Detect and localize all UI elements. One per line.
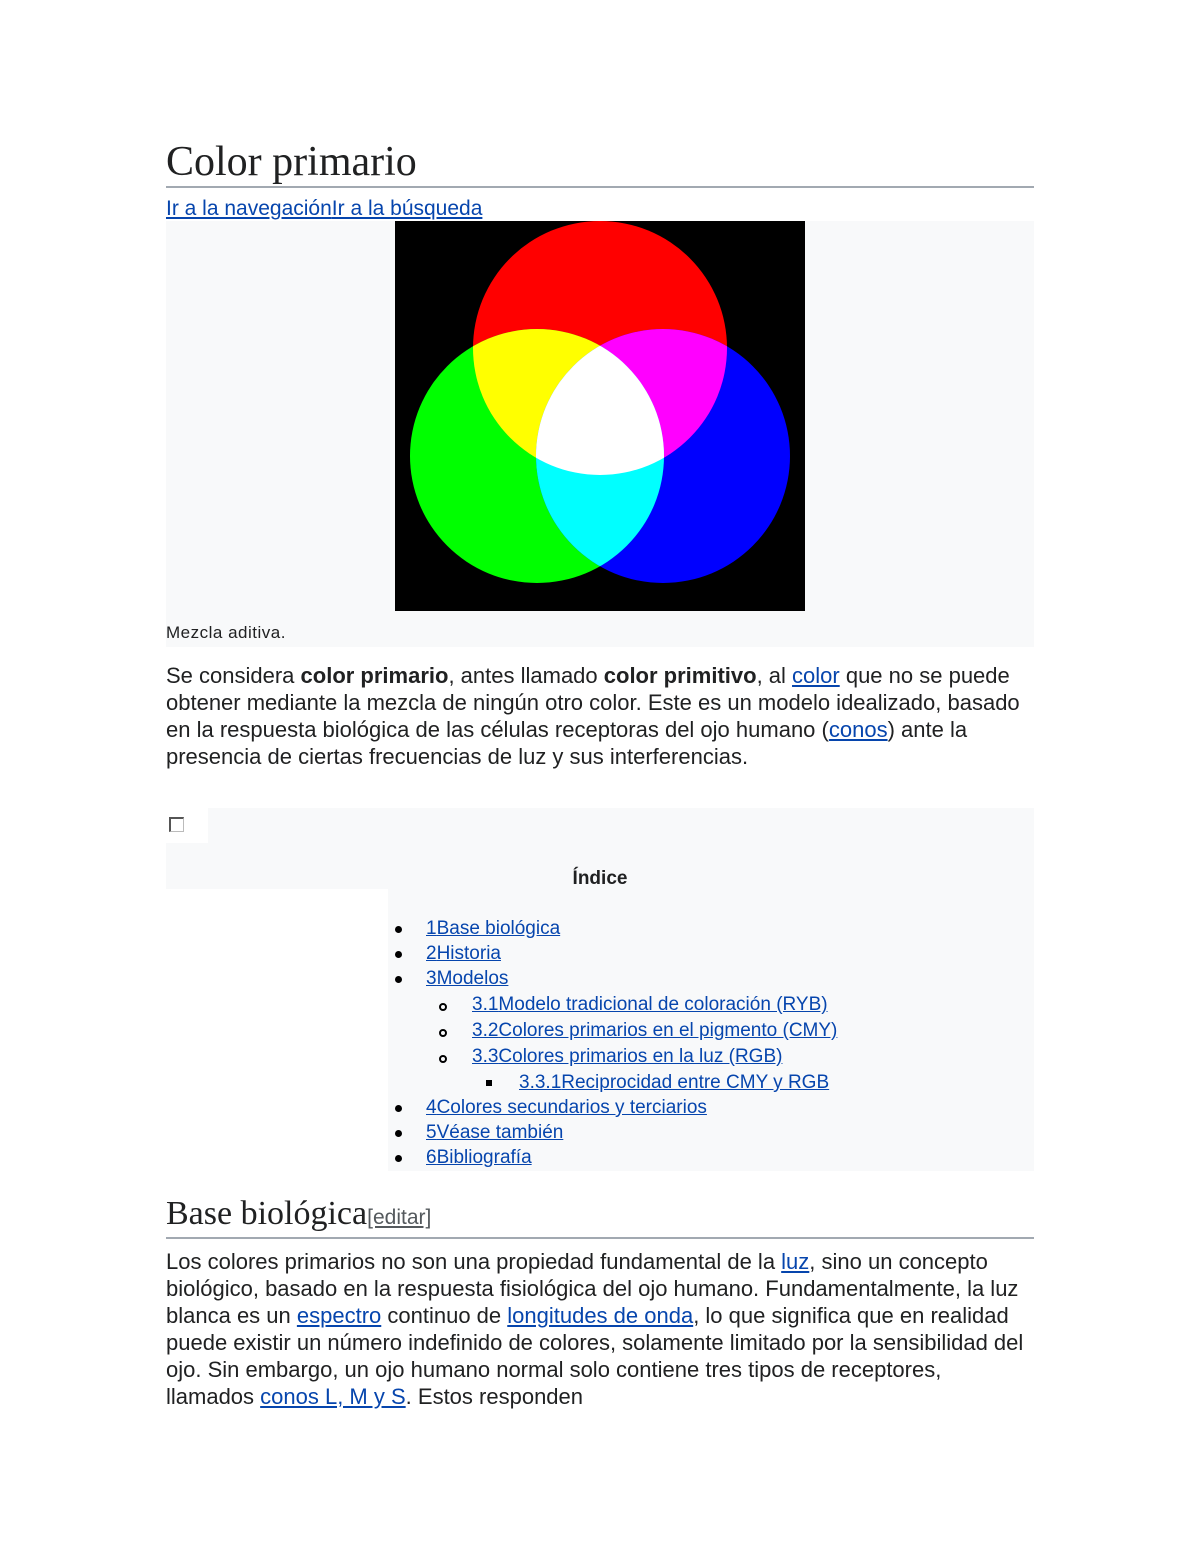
toc-toggle-checkbox[interactable]	[169, 817, 184, 832]
figure-thumbnail	[166, 221, 1034, 647]
section-paragraph	[166, 1248, 1034, 1410]
toc-item-4[interactable]: 4Colores secundarios y terciarios	[426, 1097, 707, 1118]
toc-bullet	[439, 1003, 447, 1011]
intro-text: Se considera	[166, 663, 301, 688]
intro-text: , al	[756, 663, 793, 688]
toc-item-3-2[interactable]: 3.2Colores primarios en el pigmento (CMY)	[472, 1020, 838, 1041]
intro-text: ) ante la presencia de ciertas frecuencias de luz y sus interferencias.	[166, 717, 968, 769]
link-espectro[interactable]: espectro	[296, 1303, 382, 1328]
toc-bullet	[395, 951, 402, 958]
section-heading-text: Base biológica	[166, 1195, 368, 1232]
toc-blank-area	[166, 889, 388, 1171]
jump-to-search-link[interactable]: Ir a la búsqueda	[331, 197, 483, 220]
intro-bold-term: color primitivo	[603, 663, 757, 688]
toc-bullet	[395, 926, 402, 933]
toc-bullet	[395, 1105, 402, 1112]
toc-item-3-3[interactable]: 3.3Colores primarios en la luz (RGB)	[472, 1046, 783, 1067]
section-text: . Estos responden	[405, 1384, 584, 1409]
section-text: , sino un concepto biológico, basado en la respuesta fisiológica del ojo humano. Fundamentalmente, la luz blanca es un	[166, 1249, 1019, 1328]
toc-bullet	[439, 1029, 447, 1037]
toc-bullet	[395, 1130, 402, 1137]
section-text: , lo que significa que en realidad puede existir un número indefinido de colores, solamente limitado por la sensibilidad del ojo. Sin embargo, un ojo humano normal solo contiene tres tipos de receptores, llamados	[166, 1303, 1024, 1409]
section-heading-base-biologica	[166, 1195, 1034, 1239]
toc-toggle[interactable]	[166, 808, 208, 843]
page-title: Color primario	[166, 138, 1034, 188]
figure-caption: Mezcla aditiva.	[166, 623, 286, 642]
toc-bullet	[439, 1055, 447, 1063]
link-conos[interactable]: conos	[828, 717, 888, 742]
link-color[interactable]: color	[792, 663, 840, 688]
toc-bullet	[486, 1080, 492, 1086]
toc-item-3[interactable]: 3Modelos	[426, 968, 509, 989]
intro-text: que no se puede obtener mediante la mezcla de ningún otro color. Este es un modelo idealizado, basado en la respuesta biológica de las células receptoras del ojo humano (	[166, 663, 1020, 742]
intro-paragraph	[166, 662, 1034, 770]
toc-item-1[interactable]: 1Base biológica	[426, 918, 561, 939]
toc-title: Índice	[572, 868, 628, 889]
intro-text: , antes llamado	[448, 663, 604, 688]
table-of-contents	[166, 808, 1034, 1171]
jump-links	[166, 196, 482, 222]
toc-item-3-3-1[interactable]: 3.3.1Reciprocidad entre CMY y RGB	[519, 1072, 830, 1093]
edit-section-link[interactable]: [editar]	[367, 1206, 432, 1229]
toc-bullet	[395, 1155, 402, 1162]
link-conos-lms[interactable]: conos L, M y S	[260, 1384, 406, 1409]
link-luz[interactable]: luz	[781, 1249, 810, 1274]
toc-item-6[interactable]: 6Bibliografía	[426, 1147, 532, 1168]
section-text: continuo de	[381, 1303, 508, 1328]
toc-bullet	[395, 976, 402, 983]
section-text: Los colores primarios no son una propiedad fundamental de la	[166, 1249, 782, 1274]
toc-item-2[interactable]: 2Historia	[426, 943, 501, 964]
link-longitudes-de-onda[interactable]: longitudes de onda	[507, 1303, 694, 1328]
intro-bold-term: color primario	[300, 663, 449, 688]
additive-mixing-image[interactable]	[395, 221, 805, 611]
jump-to-navigation-link[interactable]: Ir a la navegación	[166, 197, 332, 220]
toc-item-3-1[interactable]: 3.1Modelo tradicional de coloración (RYB)	[472, 994, 828, 1015]
toc-item-5[interactable]: 5Véase también	[426, 1122, 564, 1143]
